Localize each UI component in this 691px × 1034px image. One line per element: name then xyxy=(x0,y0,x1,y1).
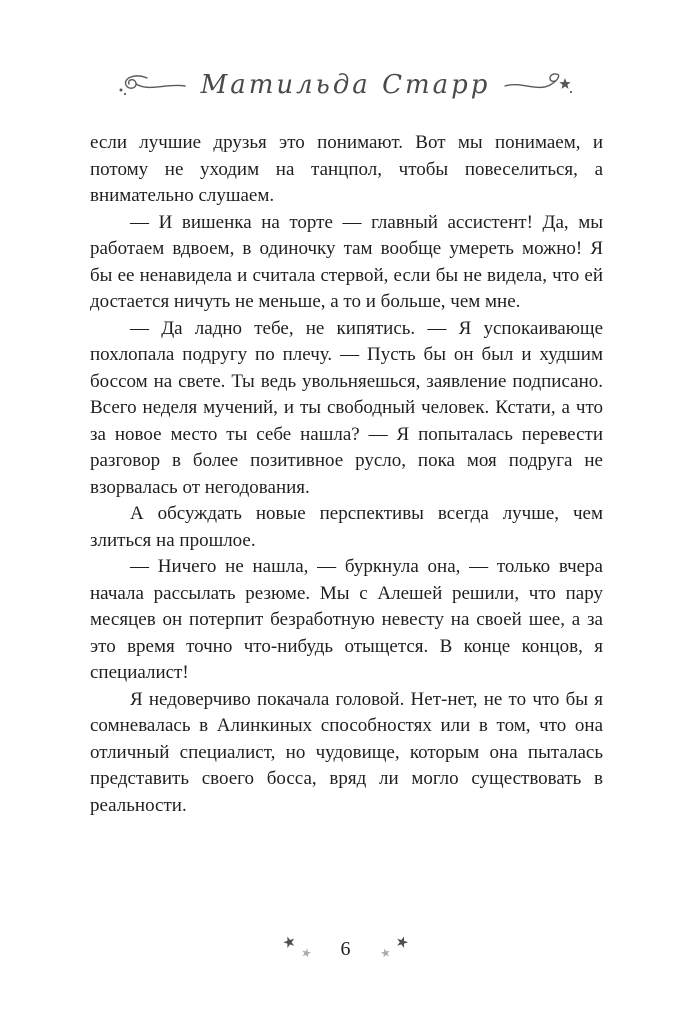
footer-stars-left xyxy=(279,934,321,964)
page-header xyxy=(0,0,691,100)
paragraph: — Да ладно тебе, не кипятись. — Я успокаивающе похлопала подругу по плечу. — Пусть бы он был и худшим боссом на свете. Ты ведь увольняешься, заявление подписано. Всего неделя мучений, и ты свободный человек. Кстати, а что за новое место ты себе нашла? — Я попыталась перевести разговор в более позитивное русло, пока моя подруга не взорвалась от негодования. xyxy=(90,317,603,498)
paragraph: А обсуждать новые перспективы всегда лучше, чем злиться на прошлое. xyxy=(90,503,603,551)
star-icon: ★ xyxy=(393,933,411,953)
star-icon xyxy=(560,78,571,89)
star-icon: ★ xyxy=(299,945,313,961)
paragraph: — И вишенка на торте — главный ассистент! Да, мы работаем вдвоем, в одиночку там вообще умереть можно! Я бы ее ненавидела и считала стервой, если бы не видела, что ей достается ничуть не меньше, а то и больше, чем мне. xyxy=(90,211,603,312)
paragraph: Я недоверчиво покачала головой. Нет-нет, не то что бы я сомневалась в Алинкиных способностях или в том, что она отличный специалист, но чудовище, которым она пыталась представить своего босса, вряд ли могло существовать в реальности. xyxy=(90,688,603,816)
flourish-right-icon xyxy=(502,71,574,99)
paragraph: если лучшие друзья это понимают. Вот мы понимаем, и потому не уходим на танцпол, чтобы повеселиться, а внимательно слушаем. xyxy=(90,132,603,206)
page-footer xyxy=(0,934,691,964)
flourish-left-icon xyxy=(117,71,189,99)
paragraph: — Ничего не нашла, — буркнула она, — только вчера начала рассылать резюме. Мы с Алешей решили, что пару месяцев он потерпит безработную невесту на своей шее, а за это время точно что-нибудь отыщется. В конце концов, я специалист! xyxy=(90,556,603,683)
star-icon: ★ xyxy=(378,945,392,961)
page-number: 6 xyxy=(340,937,351,960)
star-icon: ★ xyxy=(280,933,298,953)
footer-stars-right xyxy=(371,934,413,964)
page-text xyxy=(0,100,691,819)
author-name: Матильда Старр xyxy=(200,70,491,100)
